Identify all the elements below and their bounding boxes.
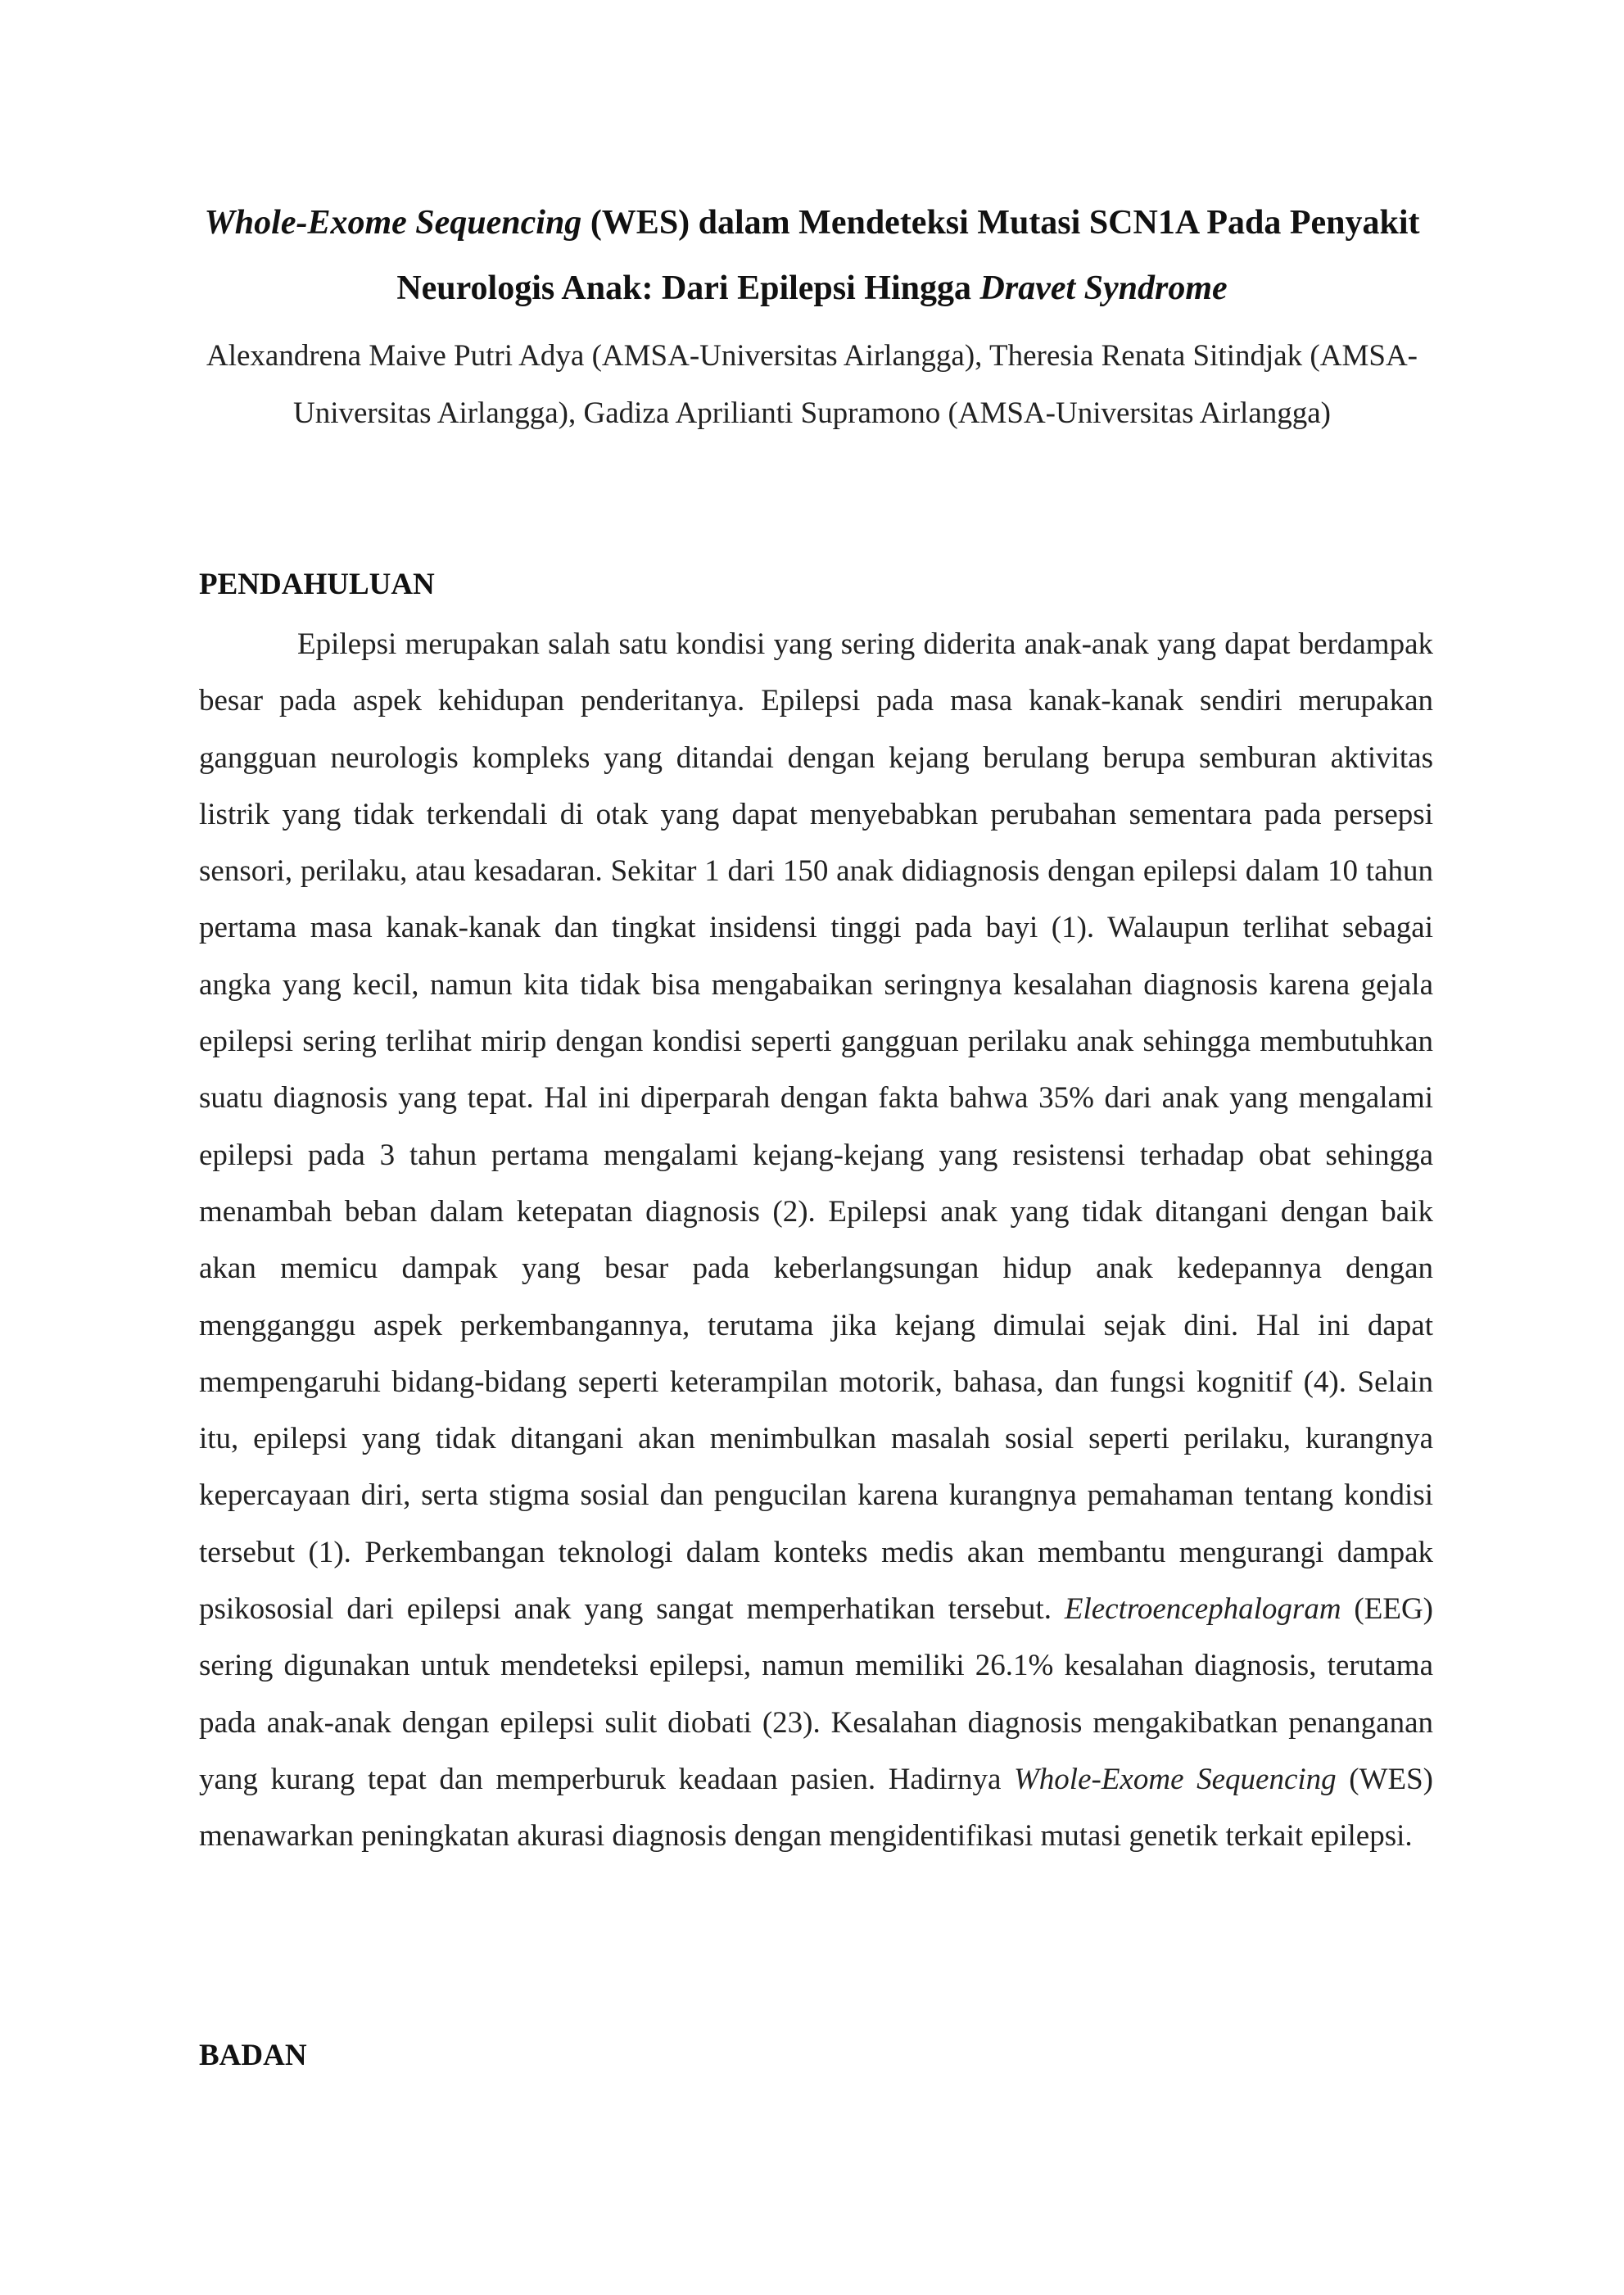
paper-title: [147, 190, 1477, 321]
intro-paragraph: [199, 616, 1433, 1865]
title-italic-dravet: Dravet Syndrome: [979, 269, 1228, 307]
intro-text-part-3: (WES) menawarkan peningkatan akurasi diagnosis dengan mengidentifikasi mutasi genetik terkait epilepsi.: [199, 1762, 1434, 1854]
intro-italic-wes: Whole-Exome Sequencing: [1013, 1762, 1337, 1796]
section-heading-pendahuluan: PENDAHULUAN: [199, 568, 435, 601]
intro-text-part-2: (EEG) sering digunakan untuk mendeteksi epilepsi, namun memiliki 26.1% kesalahan diagnosis, terutama pada anak-anak dengan epilepsi sulit diobati (23). Kesalahan diagnosis mengakibatkan penanganan yang kurang tepat dan memperburuk keadaan pasien. Hadirnya: [199, 1592, 1433, 1796]
section-heading-badan: BADAN: [199, 2039, 307, 2072]
intro-text-part-1: Epilepsi merupakan salah satu kondisi yang sering diderita anak-anak yang dapat berdampak besar pada aspek kehidupan penderitanya. Epilepsi pada masa kanak-kanak sendiri merupakan gangguan neurologis kompleks yang ditandai dengan kejang berulang berupa semburan aktivitas listrik yang tidak terkendali di otak yang dapat menyebabkan perubahan sementara pada persepsi sensori, perilaku, atau kesadaran. Sekitar 1 dari 150 anak didiagnosis dengan epilepsi dalam 10 tahun pertama masa kanak-kanak dan tingkat insidensi tinggi pada bayi (1). Walaupun terlihat sebagai angka yang kecil, namun kita tidak bisa mengabaikan seringnya kesalahan diagnosis karena gejala epilepsi sering terlihat mirip dengan kondisi seperti gangguan perilaku anak sehingga membutuhkan suatu diagnosis yang tepat. Hal ini diperparah dengan fakta bahwa 35% dari anak yang mengalami epilepsi pada 3 tahun pertama mengalami kejang-kejang yang resistensi terhadap obat sehingga menambah beban dalam ketepatan diagnosis (2). Epilepsi anak yang tidak ditangani dengan baik akan memicu dampak yang besar pada keberlangsungan hidup anak kedepannya dengan mengganggu aspek perkembangannya, terutama jika kejang dimulai sejak dini. Hal ini dapat mempengaruhi bidang-bidang seperti keterampilan motorik, bahasa, dan fungsi kognitif (4). Selain itu, epilepsi yang tidak ditangani akan menimbulkan masalah sosial seperti perilaku, kurangnya kepercayaan diri, serta stigma sosial dan pengucilan karena kurangnya pemahaman tentang kondisi tersebut (1). Perkembangan teknologi dalam konteks medis akan membantu mengurangi dampak psikososial dari epilepsi anak yang sangat memperhatikan tersebut.: [199, 627, 1433, 1627]
title-italic-wes: Whole-Exome Sequencing: [204, 204, 582, 242]
title-main-text: (WES) dalam Mendeteksi Mutasi SCN1A Pada Penyakit Neurologis Anak: Dari Epilepsi Hingga: [396, 204, 1420, 307]
intro-italic-eeg: Electroencephalogram: [1064, 1592, 1341, 1627]
author-list: Alexandrena Maive Putri Adya (AMSA-Universitas Airlangga), Theresia Renata Sitindjak (AMSA-Universitas Airlangga), Gadiza Aprilianti Supramono (AMSA-Universitas Airlangga): [206, 339, 1418, 430]
